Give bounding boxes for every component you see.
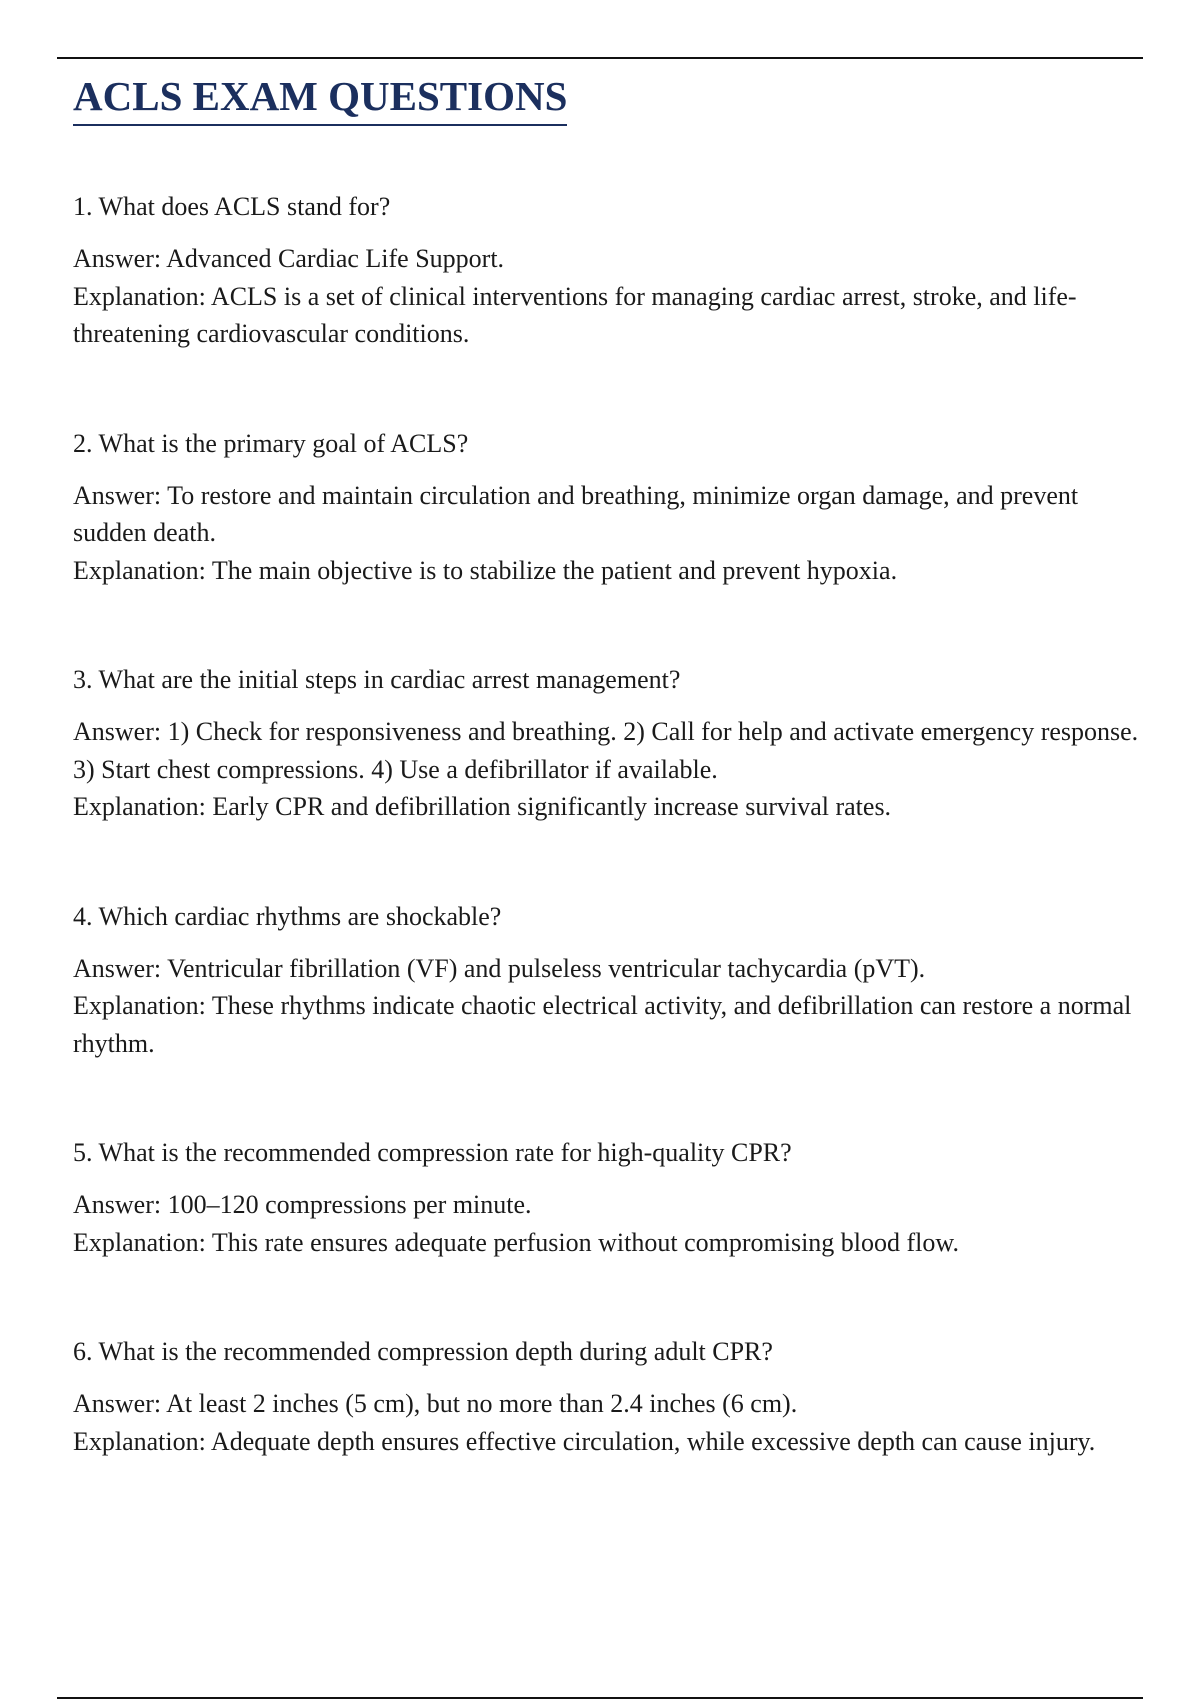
qa-item-6 [73,1333,1143,1460]
answer-text: Answer: 1) Check for responsiveness and breathing. 2) Call for help and activate emergency response. 3) Start chest compressions. 4) Use a defibrillator if available. [73,717,1139,784]
document-title: ACLS EXAM QUESTIONS [73,68,567,126]
qa-item-3 [73,661,1143,826]
qa-item-4 [73,898,1143,1063]
explanation-text: Explanation: The main objective is to stabilize the patient and prevent hypoxia. [73,555,898,585]
question-text: 3. What are the initial steps in cardiac arrest management? [73,665,681,694]
question-text: 6. What is the recommended compression depth during adult CPR? [73,1337,773,1366]
bottom-rule [57,1697,1143,1699]
question-text: 1. What does ACLS stand for? [73,192,391,221]
answer-text: Answer: Advanced Cardiac Life Support. [73,244,505,273]
question-text: 4. Which cardiac rhythms are shockable? [73,901,502,931]
explanation-text: Explanation: Early CPR and defibrillation significantly increase survival rates. [73,792,892,821]
explanation-text: Explanation: ACLS is a set of clinical interventions for managing cardiac arrest, stroke, and life-threatening cardiovascular conditions. [73,281,1077,348]
answer-text: Answer: 100–120 compressions per minute. [73,1190,532,1219]
question-text: 2. What is the primary goal of ACLS? [73,428,469,458]
qa-item-2 [73,425,1143,590]
qa-item-1 [73,188,1143,353]
question-text: 5. What is the recommended compression rate for high-quality CPR? [73,1138,792,1167]
document-body [73,68,1143,1460]
question-list [73,188,1143,1460]
explanation-text: Explanation: Adequate depth ensures effective circulation, while excessive depth can cause injury. [73,1426,1096,1456]
explanation-text: Explanation: This rate ensures adequate perfusion without compromising blood flow. [73,1227,959,1257]
answer-text: Answer: To restore and maintain circulation and breathing, minimize organ damage, and prevent sudden death. [73,480,1079,547]
explanation-text: Explanation: These rhythms indicate chaotic electrical activity, and defibrillation can restore a normal rhythm. [73,991,1132,1058]
qa-item-5 [73,1134,1143,1261]
answer-text: Answer: At least 2 inches (5 cm), but no more than 2.4 inches (6 cm). [73,1389,798,1418]
answer-text: Answer: Ventricular fibrillation (VF) and pulseless ventricular tachycardia (pVT). [73,953,926,983]
top-rule [57,57,1143,59]
